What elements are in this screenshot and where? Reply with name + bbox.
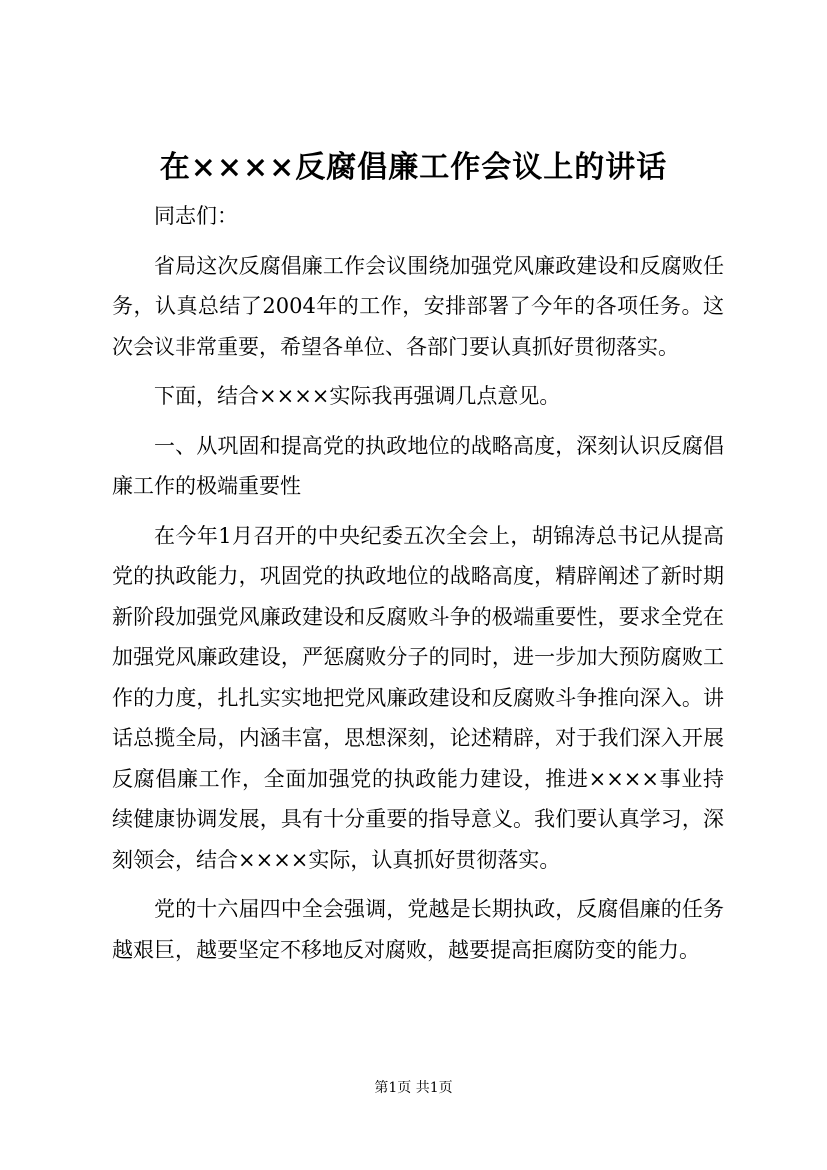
- paragraph-transition: 下面，结合××××实际我再强调几点意见。: [154, 384, 561, 408]
- paragraph-body-1: 在今年1月召开的中央纪委五次全会上，胡锦涛总书记从提高党的执政能力，巩固党的执政地位的战略高度，精辟阐述了新时期新阶段加强党风廉政建设和反腐败斗争的极端重要性，要求全党在加强党风廉政建设，严惩腐败分子的同时，进一步加大预防腐败工作的力度，扎扎实实地把党风廉政建设和反腐败斗争推向深入。讲话总揽全局，内涵丰富，思想深刻，论述精辟，对于我们深入开展反腐倡廉工作，全面加强党的执政能力建设，推进××××事业持续健康协调发展，具有十分重要的指导意义。我们要认真学习，深刻领会，结合××××实际，认真抓好贯彻落实。: [112, 523, 724, 872]
- document-title: 在××××反腐倡廉工作会议上的讲话: [159, 150, 668, 185]
- page-number-footer: 第1页 共1页: [374, 1080, 453, 1096]
- salutation: 同志们：: [154, 204, 238, 228]
- section-heading-1: 一、从巩固和提高党的执政地位的战略高度，深刻认识反腐倡廉工作的极端重要性: [112, 433, 724, 498]
- document-body: [112, 196, 724, 979]
- paragraph-body-2: 党的十六届四中全会强调，党越是长期执政，反腐倡廉的任务越艰巨，越要坚定不移地反对腐败，越要提高拒腐防变的能力。: [112, 897, 724, 962]
- paragraph-intro: 省局这次反腐倡廉工作会议围绕加强党风廉政建设和反腐败任务，认真总结了2004年的工作，安排部署了今年的各项任务。这次会议非常重要，希望各单位、各部门要认真抓好贯彻落实。: [112, 253, 724, 359]
